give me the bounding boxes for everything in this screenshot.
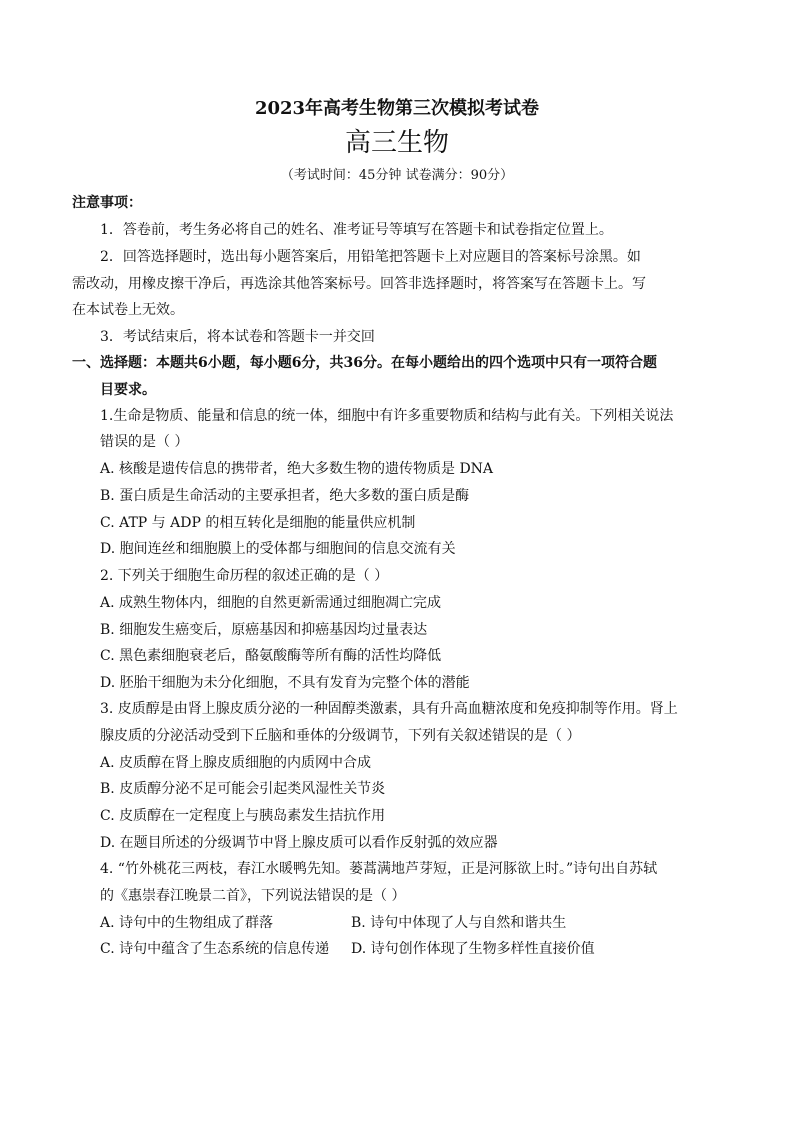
question-3-option-b: B. 皮质醇分泌不足可能会引起类风湿性关节炎 xyxy=(100,781,386,797)
question-4-option-d: D. 诗句创作体现了生物多样性直接价值 xyxy=(351,941,595,957)
question-1-stem: 1.生命是物质、能量和信息的统一体，细胞中有许多重要物质和结构与此有关。下列相关说法 xyxy=(100,408,674,424)
question-3-stem-cont: 腺皮质的分泌活动受到下丘脑和垂体的分级调节，下列有关叙述错误的是（ ） xyxy=(100,728,581,744)
section1-heading: 一、选择题：本题共6小题，每小题6分，共36分。在每小题给出的四个选项中只有一项符合题 xyxy=(72,355,657,371)
question-3-option-a: A. 皮质醇在肾上腺皮质细胞的内质网中合成 xyxy=(100,755,372,771)
question-1-option-c: C. ATP 与 ADP 的相互转化是细胞的能量供应机制 xyxy=(100,515,416,531)
question-2-option-b: B. 细胞发生癌变后，原癌基因和抑癌基因均过量表达 xyxy=(100,622,428,638)
notes-heading: 注意事项： xyxy=(72,195,142,211)
question-2-option-d: D. 胚胎干细胞为未分化细胞，不具有发育为完整个体的潜能 xyxy=(100,675,470,691)
question-1-option-b: B. 蛋白质是生命活动的主要承担者，绝大多数的蛋白质是酶 xyxy=(100,488,470,504)
note-item-2: 2．回答选择题时，选出每小题答案后，用铅笔把答题卡上对应题目的答案标号涂黑。如 xyxy=(100,249,641,265)
exam-title: 2023年高考生物第三次模拟考试卷 xyxy=(254,98,540,119)
question-3-option-d: D. 在题目所述的分级调节中肾上腺皮质可以看作反射弧的效应器 xyxy=(100,835,498,851)
note-item-3: 3．考试结束后，将本试卷和答题卡一并交回 xyxy=(100,329,375,345)
note-item-1: 1．答卷前，考生务必将自己的姓名、准考证号等填写在答题卡和试卷指定位置上。 xyxy=(100,222,613,238)
exam-info: （考试时间：45分钟 试卷满分：90分） xyxy=(280,168,514,183)
question-4-stem-cont: 的《惠崇春江晚景二首》，下列说法错误的是（ ） xyxy=(100,888,406,904)
question-4-stem: 4. “竹外桃花三两枝，春江水暖鸭先知。蒌蒿满地芦芽短，正是河豚欲上时。”诗句出自苏轼 xyxy=(100,861,658,877)
question-1-stem-cont: 错误的是（ ） xyxy=(100,434,189,450)
question-4-option-b: B. 诗句中体现了人与自然和谐共生 xyxy=(351,915,567,931)
question-2-stem: 2. 下列关于细胞生命历程的叙述正确的是（ ） xyxy=(100,568,389,584)
question-4-option-a: A. 诗句中的生物组成了群落 xyxy=(100,915,274,931)
question-1-option-d: D. 胞间连丝和细胞膜上的受体都与细胞间的信息交流有关 xyxy=(100,541,456,557)
question-1-option-a: A. 核酸是遗传信息的携带者，绝大多数生物的遗传物质是 DNA xyxy=(100,461,494,477)
question-4-option-c: C. 诗句中蕴含了生态系统的信息传递 xyxy=(100,941,330,957)
note-item-2-cont: 需改动，用橡皮擦干净后，再选涂其他答案标号。回答非选择题时，将答案写在答题卡上。写 xyxy=(72,276,646,292)
note-item-2-end: 在本试卷上无效。 xyxy=(72,302,184,318)
question-3-stem: 3. 皮质醇是由肾上腺皮质分泌的一种固醇类激素，具有升高血糖浓度和免疫抑制等作用。肾上 xyxy=(100,701,678,717)
question-2-option-c: C. 黑色素细胞衰老后，酪氨酸酶等所有酶的活性均降低 xyxy=(100,648,442,664)
question-2-option-a: A. 成熟生物体内，细胞的自然更新需通过细胞凋亡完成 xyxy=(100,595,442,611)
section1-heading-cont: 目要求。 xyxy=(100,382,156,398)
exam-subject-title: 高三生物 xyxy=(344,128,449,158)
question-3-option-c: C. 皮质醇在一定程度上与胰岛素发生拮抗作用 xyxy=(100,808,386,824)
